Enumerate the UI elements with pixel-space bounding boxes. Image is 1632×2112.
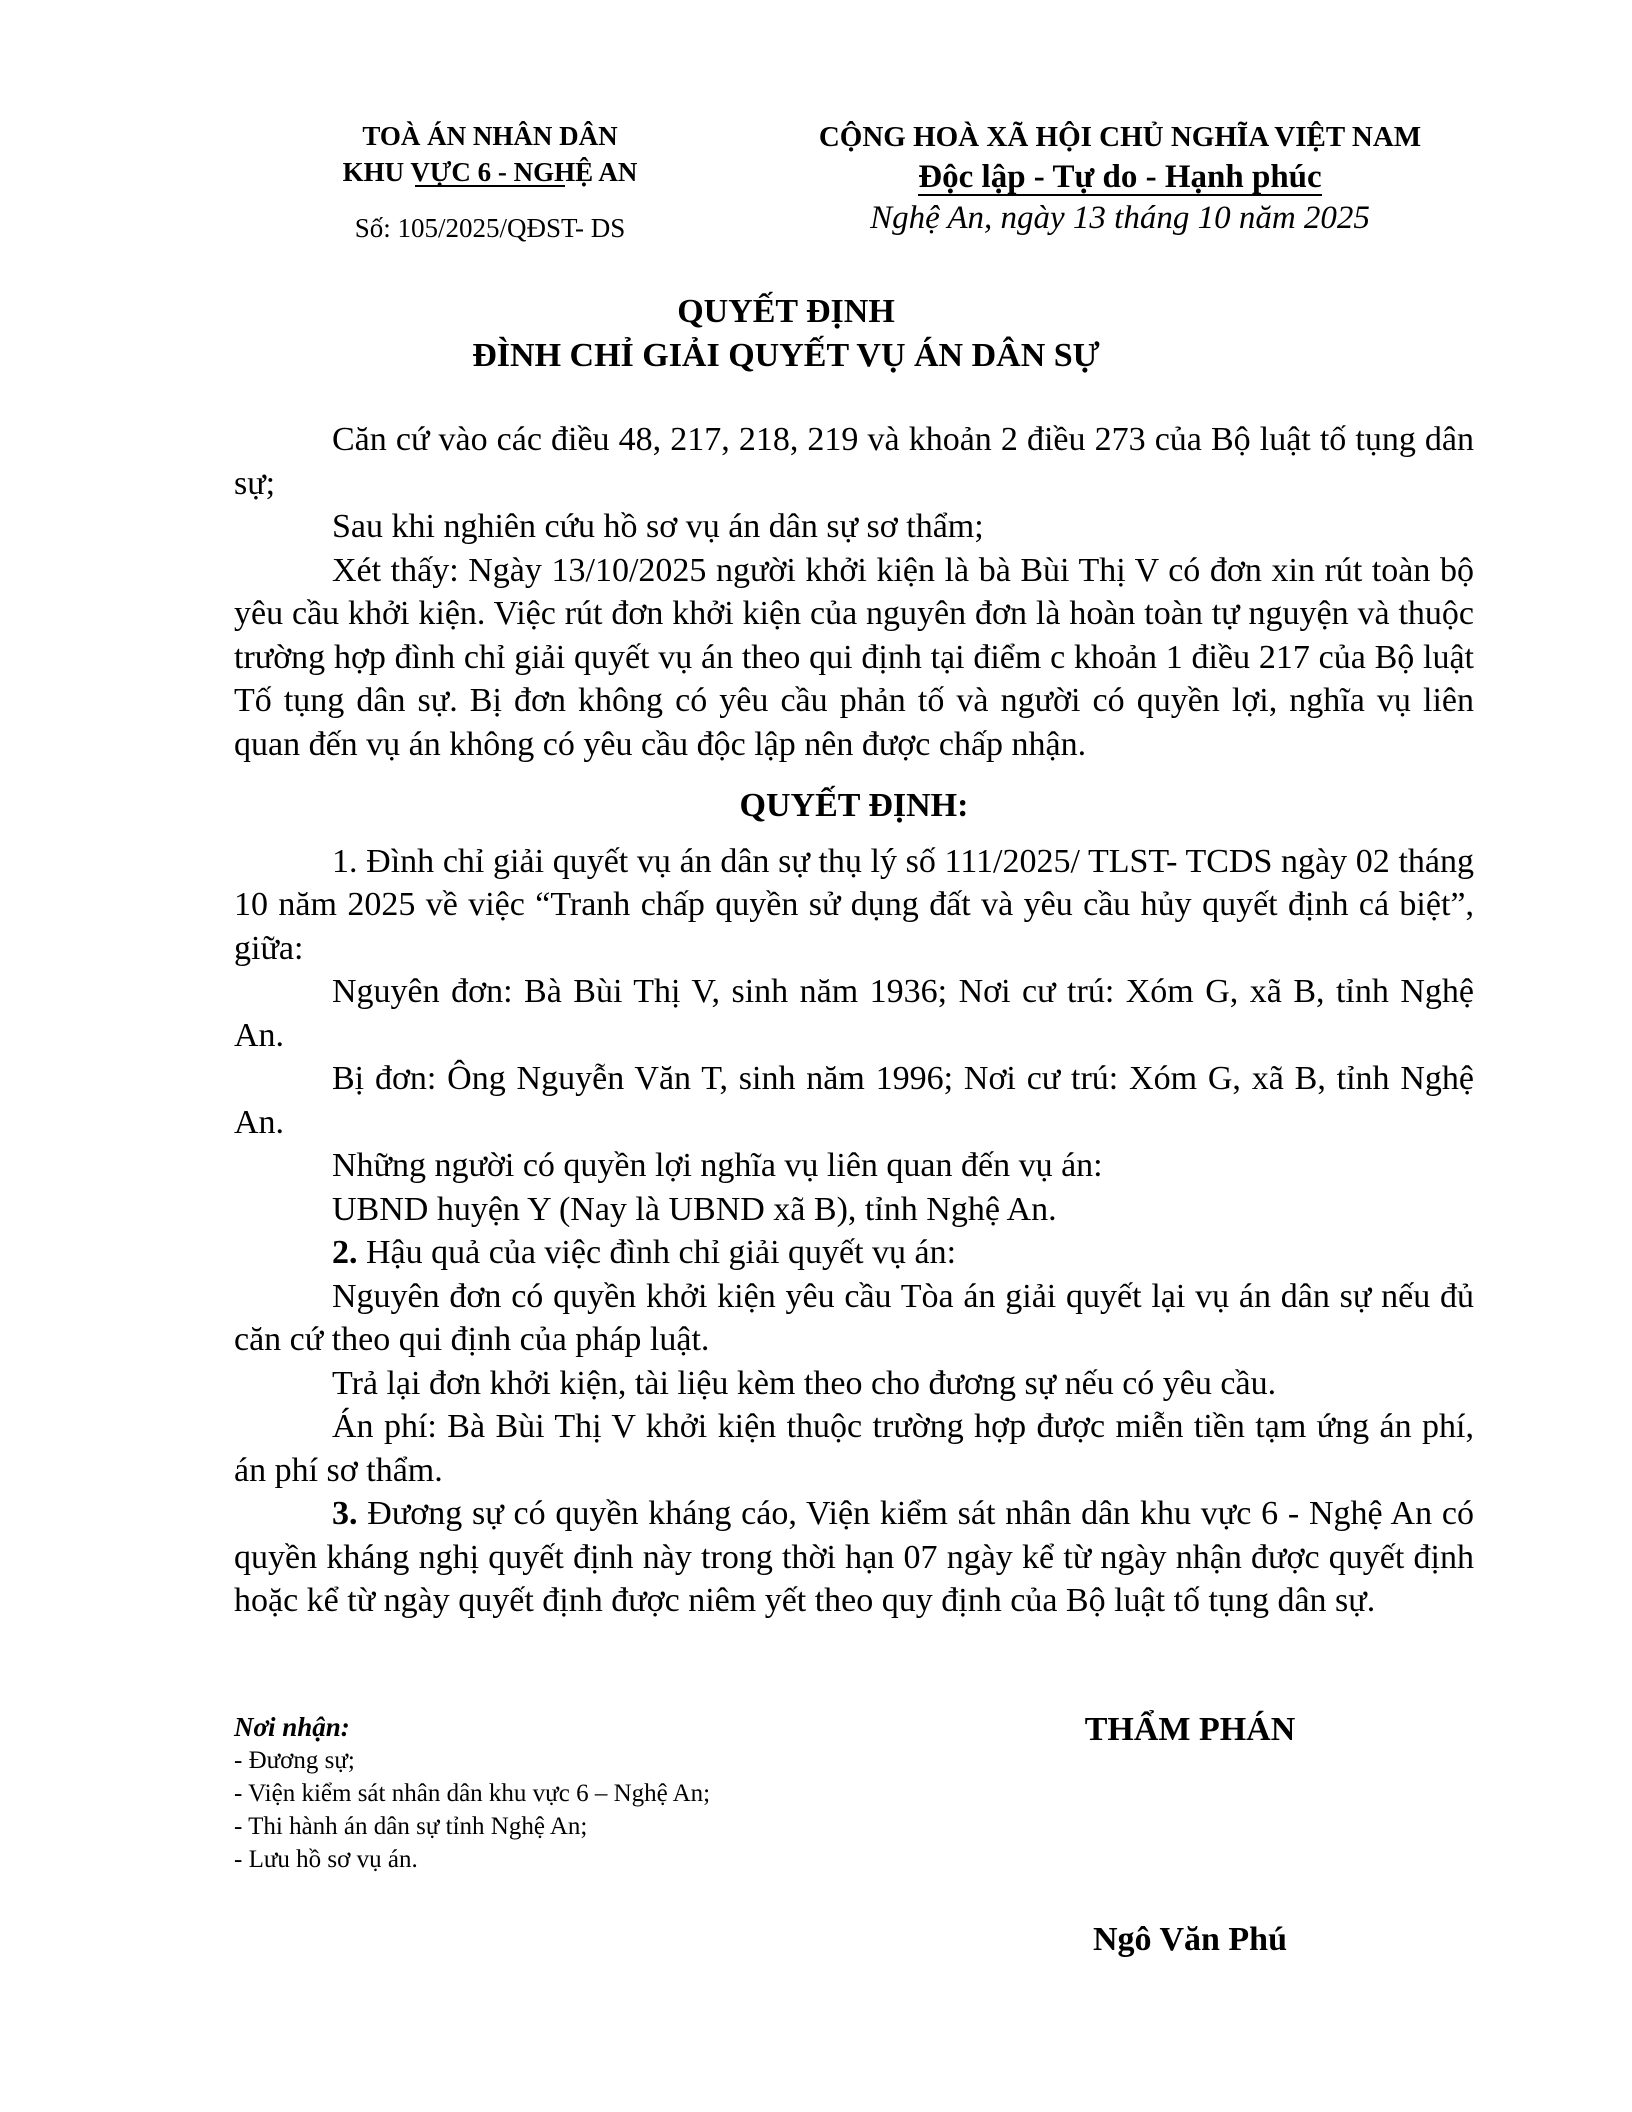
related-party: UBND huyện Y (Nay là UBND xã B), tỉnh Nghệ An. — [332, 1190, 1057, 1228]
item-2-number: 2. — [332, 1234, 358, 1271]
title-line-2: ĐÌNH CHỈ GIẢI QUYẾT VỤ ÁN DÂN SỰ — [472, 337, 1100, 374]
place-date: Nghệ An, ngày 13 tháng 10 năm 2025 — [870, 200, 1370, 236]
preamble-review: Sau khi nghiên cứu hồ sơ vụ án dân sự sơ thẩm; — [332, 508, 984, 545]
consequence-2: Trả lại đơn khởi kiện, tài liệu kèm theo cho đương sự nếu có yêu cầu. — [332, 1364, 1277, 1402]
national-header — [770, 118, 1470, 238]
document-title — [0, 290, 1632, 378]
item-3-text: Đương sự có quyền kháng cáo, Viện kiểm sát nhân dân khu vực 6 - Nghệ An có quyền kháng nghị quyết định này trong thời hạn 07 ngày kể từ ngày nhận được quyết định hoặc kể từ ngày quyết định được niêm yết theo quy định của Bộ luật tố tụng dân sự. — [234, 1495, 1474, 1619]
recipient-item: - Lưu hồ sơ vụ án. — [234, 1846, 418, 1873]
document-number: Số: 105/2025/QĐST- DS — [354, 213, 626, 243]
court-area — [343, 154, 638, 190]
motto-text: Độc lập - Tự do - Hạnh phúc — [918, 159, 1322, 195]
recipient-item: - Thi hành án dân sự tỉnh Nghệ An; — [234, 1813, 588, 1840]
signature-title: THẨM PHÁN — [1084, 1711, 1296, 1748]
decision-item-2 — [234, 1231, 1474, 1275]
decision-heading: QUYẾT ĐỊNH: — [739, 787, 969, 824]
item-3-number: 3. — [332, 1495, 358, 1532]
court-name: TOÀ ÁN NHÂN DÂN — [362, 121, 618, 151]
decision-item-3 — [234, 1492, 1474, 1623]
defendant: Bị đơn: Ông Nguyễn Văn T, sinh năm 1996; Nơi cư trú: Xóm G, xã B, tỉnh Nghệ An. — [234, 1060, 1474, 1141]
court-area-text: KHU VỰC 6 - NGHỆ AN — [342, 157, 638, 187]
consequence-3: Án phí: Bà Bùi Thị V khởi kiện thuộc trường hợp được miễn tiền tạm ứng án phí, án phí sơ thẩm. — [234, 1408, 1474, 1489]
recipients-heading: Nơi nhận: — [234, 1712, 350, 1742]
preamble-legal-basis: Căn cứ vào các điều 48, 217, 218, 219 và khoản 2 điều 273 của Bộ luật tố tụng dân sự; — [234, 421, 1474, 502]
document-body — [234, 418, 1474, 1623]
motto-underline — [918, 194, 1321, 196]
court-header — [270, 118, 710, 246]
title-line-1: QUYẾT ĐỊNH — [677, 293, 895, 330]
republic-title: CỘNG HOÀ XÃ HỘI CHỦ NGHĨA VIỆT NAM — [818, 121, 1422, 153]
judge-name: Ngô Văn Phú — [1093, 1921, 1287, 1958]
decision-item-1: 1. Đình chỉ giải quyết vụ án dân sự thụ lý số 111/2025/ TLST- TCDS ngày 02 tháng 10 năm 2025 về việc “Tranh chấp quyền sử dụng đất và yêu cầu hủy quyết định cá biệt”, giữa: — [234, 842, 1474, 967]
related-parties-label: Những người có quyền lợi nghĩa vụ liên quan đến vụ án: — [332, 1147, 1103, 1184]
recipient-item: - Viện kiểm sát nhân dân khu vực 6 – Nghệ An; — [234, 1780, 711, 1807]
plaintiff: Nguyên đơn: Bà Bùi Thị V, sinh năm 1936; Nơi cư trú: Xóm G, xã B, tỉnh Nghệ An. — [234, 973, 1474, 1054]
recipient-item: - Đương sự; — [234, 1747, 355, 1774]
consequence-1: Nguyên đơn có quyền khởi kiện yêu cầu Tòa án giải quyết lại vụ án dân sự nếu đủ căn cứ theo qui định của pháp luật. — [234, 1277, 1474, 1358]
item-2-text: Hậu quả của việc đình chỉ giải quyết vụ án: — [357, 1234, 957, 1271]
recipients-block — [234, 1710, 934, 1876]
preamble-findings: Xét thấy: Ngày 13/10/2025 người khởi kiện là bà Bùi Thị V có đơn xin rút toàn bộ yêu cầu khởi kiện. Việc rút đơn khởi kiện của nguyên đơn là hoàn toàn tự nguyện và thuộc trường hợp đình chỉ giải quyết vụ án theo qui định tại điểm c khoản 1 điều 217 của Bộ luật Tố tụng dân sự. Bị đơn không có yêu cầu phản tố và người có quyền lợi, nghĩa vụ liên quan đến vụ án không có yêu cầu độc lập nên được chấp nhận. — [234, 551, 1474, 763]
court-underline — [415, 185, 566, 187]
motto — [918, 156, 1321, 198]
